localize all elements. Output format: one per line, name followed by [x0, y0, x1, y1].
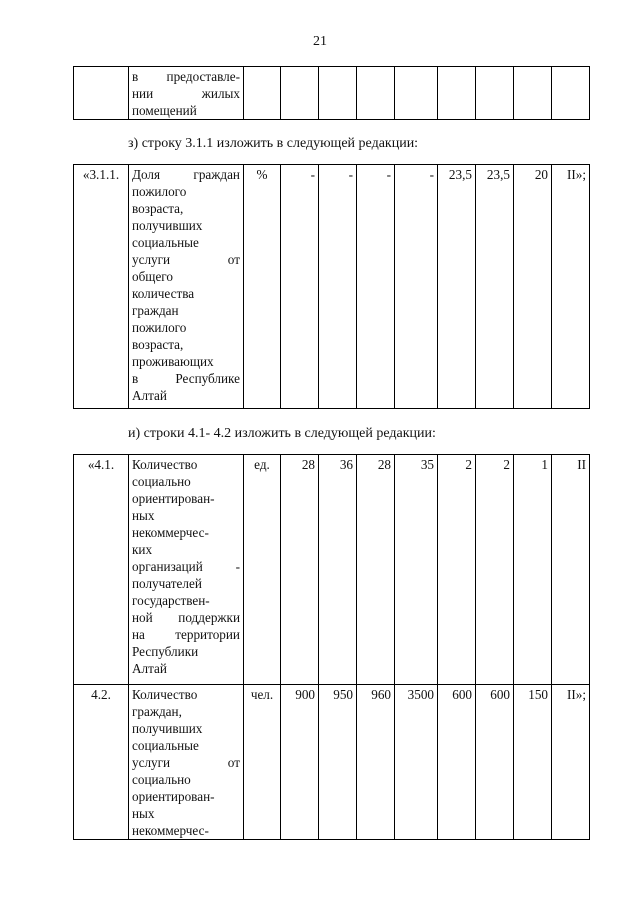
value-cell [319, 67, 357, 120]
row-number: 4.2. [74, 685, 129, 840]
value-cell: II [552, 455, 590, 685]
description-line: возраста, [132, 201, 184, 216]
row-number [74, 67, 129, 120]
description-line: количества [132, 286, 195, 301]
description-line: Количество [132, 457, 198, 472]
description-line: ной поддержки [132, 610, 240, 625]
description-line: социальные [132, 738, 199, 753]
value-cell: - [357, 165, 395, 409]
description-line: организаций - [132, 559, 240, 574]
value-cell: - [281, 165, 319, 409]
value-cell: 20 [514, 165, 552, 409]
value-cell: 35 [395, 455, 438, 685]
value-cell [476, 67, 514, 120]
value-cell [395, 67, 438, 120]
value-cell: 1 [514, 455, 552, 685]
value-cell: 28 [281, 455, 319, 685]
value-cell: 36 [319, 455, 357, 685]
description-line: Доля граждан [132, 167, 240, 182]
indicator-description [129, 67, 244, 120]
value-cell [281, 67, 319, 120]
table-mid [73, 164, 590, 409]
page-number: 21 [313, 34, 327, 49]
description-line: получателей [132, 576, 202, 591]
value-cell: II»; [552, 685, 590, 840]
instruction-3-1-1: з) строку 3.1.1 изложить в следующей редакции: [128, 136, 419, 151]
description-line: ных [132, 806, 155, 821]
description-line: граждан, [132, 704, 182, 719]
value-cell: - [395, 165, 438, 409]
value-cell: 2 [476, 455, 514, 685]
description-line: нии жилых [132, 86, 240, 101]
value-cell: 23,5 [476, 165, 514, 409]
description-line: Количество [132, 687, 198, 702]
value-cell: 23,5 [438, 165, 476, 409]
description-line: получивших [132, 218, 203, 233]
description-line: ориентирован- [132, 789, 215, 804]
value-cell: - [319, 165, 357, 409]
description-line: граждан [132, 303, 179, 318]
value-cell: 3500 [395, 685, 438, 840]
value-cell: 960 [357, 685, 395, 840]
description-line: услуги от [132, 755, 240, 770]
table-top [73, 66, 590, 120]
value-cell: 150 [514, 685, 552, 840]
table-row [74, 165, 590, 409]
description-line: ориентирован- [132, 491, 215, 506]
indicator-description [129, 165, 244, 409]
description-line: Республики [132, 644, 199, 659]
value-cell: 600 [438, 685, 476, 840]
value-cell [552, 67, 590, 120]
value-cell [438, 67, 476, 120]
instruction-4-1-4-2: и) строки 4.1- 4.2 изложить в следующей редакции: [128, 426, 436, 441]
description-line: ных [132, 508, 155, 523]
unit-cell [244, 67, 281, 120]
description-line: некоммерчес- [132, 823, 209, 838]
description-line: общего [132, 269, 173, 284]
description-line: социально [132, 772, 191, 787]
description-line: проживающих [132, 354, 214, 369]
value-cell: 28 [357, 455, 395, 685]
description-line: социально [132, 474, 191, 489]
description-line: ких [132, 542, 153, 557]
value-cell [514, 67, 552, 120]
value-cell [357, 67, 395, 120]
description-line: на территории [132, 627, 240, 642]
description-line: пожилого [132, 184, 187, 199]
table-bottom [73, 454, 590, 840]
value-cell: 600 [476, 685, 514, 840]
row-number: «3.1.1. [74, 165, 129, 409]
row-number: «4.1. [74, 455, 129, 685]
unit-cell: ед. [244, 455, 281, 685]
value-cell: 950 [319, 685, 357, 840]
description-line: социальные [132, 235, 199, 250]
value-cell: 2 [438, 455, 476, 685]
table-row [74, 67, 590, 120]
description-line: помещений [132, 103, 197, 118]
description-line: Алтай [132, 661, 167, 676]
description-line: в Республике [132, 371, 240, 386]
table-row [74, 455, 590, 685]
description-line: получивших [132, 721, 203, 736]
description-line: услуги от [132, 252, 240, 267]
value-cell: 900 [281, 685, 319, 840]
description-line: пожилого [132, 320, 187, 335]
description-line: Алтай [132, 388, 167, 403]
value-cell: II»; [552, 165, 590, 409]
description-line: некоммерчес- [132, 525, 209, 540]
description-line: в предоставле- [132, 69, 240, 84]
description-line: государствен- [132, 593, 210, 608]
indicator-description [129, 685, 244, 840]
indicator-description [129, 455, 244, 685]
unit-cell: % [244, 165, 281, 409]
description-line: возраста, [132, 337, 184, 352]
table-row [74, 685, 590, 840]
unit-cell: чел. [244, 685, 281, 840]
